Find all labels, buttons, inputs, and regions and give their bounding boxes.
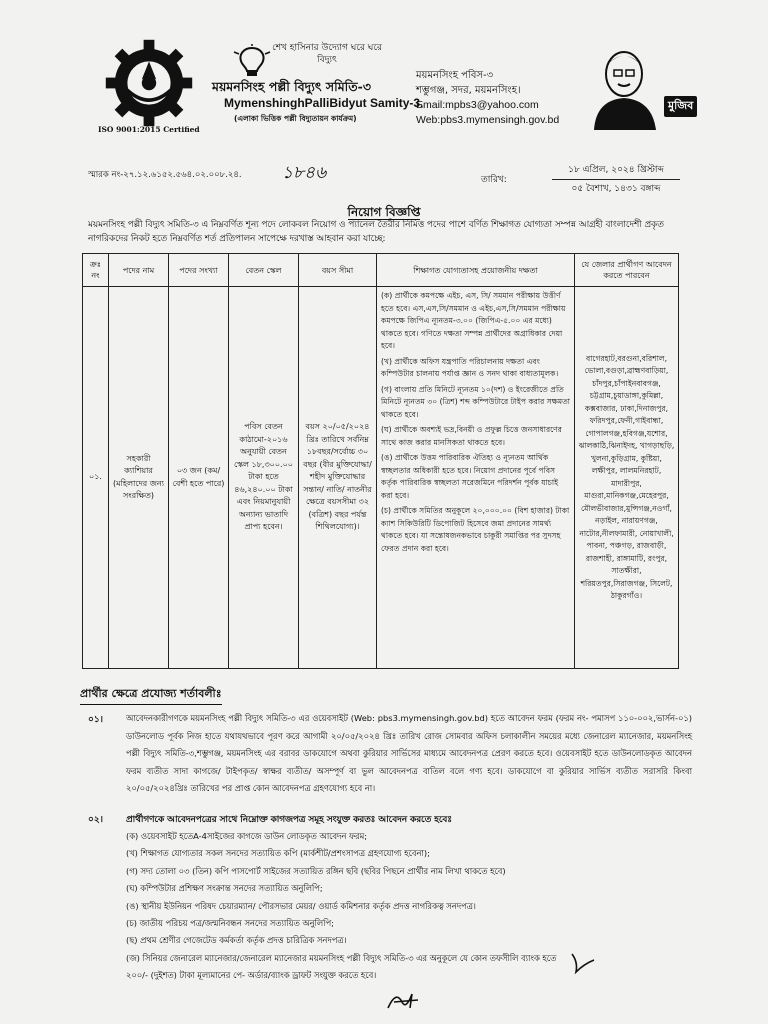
table-row xyxy=(83,287,679,669)
portrait-image xyxy=(584,44,684,130)
organization-name-english: MymenshinghPalliBidyut Samity-3. xyxy=(224,96,424,110)
list-item: (চ) জাতীয় পরিচয় পত্র/জন্মনিবন্ধন সনদের সত্যায়িত অনুলিপি; xyxy=(126,918,334,929)
qualification-item: (খ) প্রার্থীকে অফিস যন্ত্রপাতি পরিচালনায় দক্ষতা এবং কম্পিউটার চালনায় পর্যাপ্ত জ্ঞান ও সনদ থাকা বাধ্যতামূলক। xyxy=(381,356,559,378)
contact-website: Web:pbs3.mymensingh.gov.bd xyxy=(416,114,560,126)
table-header-cell: ক্রঃ নং xyxy=(83,254,109,287)
requirements-table xyxy=(82,253,679,669)
qualifications-cell xyxy=(377,287,575,669)
contact-email: Email:mpbs3@yahoo.com xyxy=(416,99,539,111)
contact-address: শম্ভুগঞ্জ, সদর, ময়মনসিংহ। xyxy=(416,85,521,96)
organization-subtitle: (এলাকা ভিত্তিক পল্লী বিদ্যুতায়ন কার্যক্রম) xyxy=(234,114,357,123)
table-header-cell: যে জেলার প্রার্থীগণ আবেদন করতে পারবেন xyxy=(575,254,679,287)
organization-name-bengali: ময়মনসিংহ পল্লী বিদ্যুৎ সমিতি-৩ xyxy=(212,79,371,94)
age-limit-cell: বয়স ২০/০৫/২০২৪ খ্রিঃ তারিখে সর্বনিম্ন ১৮বছর/সর্বোচ্চ ৩০ বছর (বীর মুক্তিযোদ্ধা/ শহীদ মুক্তিযোদ্ধার সন্তান/ নাতি/ নাতনীর ক্ষেত্রে বয়সসীমা ৩২ (বত্রিশ) বছর পর্যন্ত শিথিলযোগ্য)। xyxy=(299,287,377,669)
post-count-cell: ০৩ জন (কম/বেশী হতে পারে) xyxy=(169,287,229,669)
table-header-cell: পদের নাম xyxy=(109,254,169,287)
list-item: (ছ) প্রথম শ্রেণীর গেজেটেড কর্মকর্তা কর্তৃক প্রদত্ত চারিত্রিক সনদপত্র। xyxy=(126,935,347,946)
post-name-cell: সহকারী ক্যাশিয়ার (মহিলাদের জন্য সংরক্ষিত) xyxy=(109,287,169,669)
condition-2-heading: প্রার্থীগণকে আবেদনপত্রের সাথে নিম্নোক্ত কাগজপত্র সমূহ সংযুক্ত করতঃ আবেদন করতে হবেঃ xyxy=(126,815,452,825)
list-item: (গ) সদ্য তোলা ০৩ (তিন) কপি পাসপোর্ট সাইজের সত্যায়িত রঙ্গিন ছবি (ছবির পিছনে প্রার্থীর নাম লিখা থাকতে হবে) xyxy=(126,865,506,876)
list-item: (জ) সিনিয়র জেনারেল ম্যানেজার/জেনারেল ম্যানেজার ময়মনসিংহ পল্লী বিদ্যুৎ সমিতি-৩ এর অনুকূলে যে কোন তফসীলি ব্যাংক হতে xyxy=(126,952,557,963)
date-gregorian: ১৮ এপ্রিল, ২০২৪ খ্রিস্টাব্দ xyxy=(552,162,680,180)
qualification-item: (ঙ) প্রার্থীকে উত্তম পারিবারিক ঐতিহ্য ও ন্যূনতম আর্থিক স্বচ্ছলতার অধিকারী হতে হবে। নিয়োগ প্রদানের পূর্বে পবিস কর্তৃক পারিবারিক স্বচ্ছলতা সরেজমিনে পরিদর্শন পূর্বক যাচাই করা হবে। xyxy=(381,453,559,500)
condition-1-text: আবেদনকারীগণকে ময়মনসিংহ পল্লী বিদ্যুৎ সমিতি-৩ এর ওয়েবসাইট (Web: pbs3.mymensingh.gov.bd) হতে আবেদন ফরম (ফরম নং- পমাসপ ১১০-০০২,ভার্সন-০১) ডাউনলোড পূর্বক নিজ হাতে যথাযথভাবে পূরণ করে আগামী ২০/০৫/২০২৪ খ্রিঃ তারিখ রোজ সোমবার অফিস চলাকালীন সময়ের মধ্যে জেনারেল ম্যানেজার, ময়মনসিংহ পল্লী বিদ্যুৎ সমিতি-৩,শম্ভুগঞ্জ, ময়মনসিংহ এর বরাবর ডাকযোগে অথবা কুরিয়ার সার্ভিসের মাধ্যমে আবেদনপত্র প্রেরণ করতে হবে। ওয়েবসাইট হতে ডাউনলোডকৃত আবেদন ফরম ব্যতীত সাদা কাগজে/ টাইপকৃত/ স্বাক্ষর ব্যতীত/ অসম্পূর্ণ বা ভুল আবেদনপত্র বাতিল বলে গণ্য হবে। ডাকযোগে বা কুরিয়ার সার্ভিস ব্যতীত সরাসরি কিংবা ২০/০৫/২০২৪খ্রিঃ তারিখের পর প্রাপ্ত কোন আবেদনপত্র গ্রহণযোগ্য হবে না। xyxy=(126,713,692,793)
contact-office: ময়মনসিংহ পবিস-৩ xyxy=(416,70,494,81)
condition-number: ০২। xyxy=(88,815,103,825)
memo-reference: স্মারক নং-২৭.১২.৬১৫২.৫৬৪.০২.০০৮.২৪. xyxy=(88,170,242,180)
portrait-caption: মুজিব xyxy=(664,96,697,117)
required-documents-list xyxy=(126,828,696,985)
pay-scale-cell: পবিস বেতন কাঠামো-২০১৬ অনুযায়ী বেতন স্কেল ১৮,৩০০.০০ টাকা হতে ৪৬,২৪০.০০ টাকা এবং নিয়মানুযায়ী অন্যান্য ভাতাদি প্রাপ্য হবেন। xyxy=(229,287,299,669)
list-item: (ঙ) স্থানীয় ইউনিয়ন পরিষদ চেয়ারম্যান/ পৌরসভার মেয়র/ ওয়ার্ড কমিশনার কর্তৃক প্রদত্ত নাগরিকত্ব সনদপত্র। xyxy=(126,900,476,911)
slogan-text: শেখ হাসিনার উদ্যোগ ঘরে ঘরে বিদ্যুৎ xyxy=(272,43,382,65)
qualification-item: (ক) প্রার্থীকে কমপক্ষে এইচ, এস, সি/ সমমান পরীক্ষায় উত্তীর্ণ হতে হবে। এস,এস,সি/সমমান ও এইচ,এস,সি/সমমান পরীক্ষায় কমপক্ষে জিপিএ ন্যূনতম-৩.০০ (জিপিএ-৫.০০ এর মধ্যে) থাকতে হবে। গণিতে দক্ষতা সম্পন্ন প্রার্থীদের অগ্রাধিকার দেয়া হবে। xyxy=(381,291,566,350)
list-item: (খ) শিক্ষাগত যোগ্যতার সকল সনদের সত্যায়িত কপি (মার্কশীট/প্রশংসাপত্র গ্রহণযোগ্য হবেনা); xyxy=(126,848,430,859)
table-header-cell: পদের সংখ্যা xyxy=(169,254,229,287)
qualification-item: (ঘ) প্রার্থীকে অবশ্যই ভদ্র,বিনয়ী ও প্রফুল্ল চিত্তে জনসাধারণের সাথে কাজ করার মানসিকতা থাকতে হবে। xyxy=(381,425,562,447)
table-header-cell: বেতন স্কেল xyxy=(229,254,299,287)
qualification-item: (চ) প্রার্থীকে সমিতির অনুকূলে ২০,০০০.০০ (বিশ হাজার) টাকা ক্যাশ সিকিউরিটি ডিপোজিট হিসেবে জমা প্রদানের সামর্থ্য থাকতে হবে। যা সন্তোষজনকভাবে চাকুরী সমাপ্তির পর সুদসহ ফেরত প্রদান করা হবে। xyxy=(381,506,570,553)
serial-cell: ০১. xyxy=(83,287,109,669)
table-header-cell: শিক্ষাগত যোগ্যতাসহ প্রয়োজনীয় দক্ষতা xyxy=(377,254,575,287)
iso-certification: ISO 9001:2015 Certified xyxy=(98,125,200,134)
handwritten-check-mark-icon xyxy=(568,950,598,980)
list-item: ২০০/- (দুইশত) টাকা মূল্যমানের পে- অর্ডার/ব্যাংক ড্রাফট সংযুক্ত করতে হবে। xyxy=(126,970,377,981)
contact-block xyxy=(416,68,559,128)
table-header-cell: বয়স সীমা xyxy=(299,254,377,287)
list-item: (ঘ) কম্পিউটার প্রশিক্ষণ সংক্রান্ত সনদের সত্যায়িত অনুলিপি; xyxy=(126,883,323,894)
condition-number: ০১। xyxy=(88,715,103,725)
notice-title-text: নিয়োগ বিজ্ঞপ্তি xyxy=(347,205,421,219)
pbs-gear-logo-icon xyxy=(104,38,194,128)
date-bengali: ০৫ বৈশাখ, ১৪৩১ বঙ্গাব্দ xyxy=(571,184,661,194)
signature-icon xyxy=(384,988,424,1014)
memo-number-handwritten: ১৮৪৬ xyxy=(282,163,327,183)
table-header-row xyxy=(83,254,679,287)
notice-intro: ময়মনসিংহ পল্লী বিদ্যুৎ সমিতি-৩ এ নিম্নবর্ণিত শূন্য পদে লোকবল নিয়োগ ও প্যানেল তৈরীর নিমিত্ত পদের পাশে বর্ণিত শিক্ষাগত যোগ্যতা সম্পন্ন আগ্রহী বাংলাদেশী প্রকৃত নাগরিকদের নিকট হতে নিম্নবর্ণিত শর্ত প্রতিপালন সাপেক্ষে দরখাস্ত আহবান করা যাচ্ছে: xyxy=(88,220,664,244)
conditions-title: প্রার্থীর ক্ষেত্রে প্রযোজ্য শর্তাবলীঃ xyxy=(80,685,222,705)
date-label: তারিখ: xyxy=(481,175,507,185)
eligible-districts-cell: বাগেরহাট,বরগুনা,বরিশাল, ভোলা,বগুড়া,ব্রাহ্মণবাড়িয়া, চাঁদপুর,চাঁপাইনবাবগঞ্জ, চট্টগ্রাম,চুয়াডাঙ্গা,কুমিল্লা, কক্সবাজার, ঢাকা,দিনাজপুর, ফরিদপুর,ফেনী,গাইবান্ধা, গোপালগঞ্জ,হবিগঞ্জ,যশোর, ঝালকাঠি,ঝিনাইদহ, খাগড়াছড়ি, খুলনা,কুড়িগ্রাম, কুষ্টিয়া, লক্ষীপুর, লালমনিরহাট, মাদারীপুর, মাগুরা,মানিকগঞ্জ,মেহেরপুর, মৌলভীবাজার,মুন্সিগঞ্জ,নওগাঁ, নড়াইল, নারায়ণগঞ্জ, নাটোর,নীলফামারী, নোয়াখালী, পাবনা, পঞ্চগড়, রাজবাড়ী, রাজশাহী, রাঙ্গামাটি, রংপুর, সাতক্ষীরা, শরিয়তপুর,সিরাজগঞ্জ, সিলেট, ঠাকুরগাঁও। xyxy=(575,287,679,669)
qualification-item: (গ) বাংলায় প্রতি মিনিটে ন্যূনতম ১০(দশ) ও ইংরেজীতে প্রতি মিনিটে ন্যূনতম ৩০ (ত্রিশ) শব্দ কম্পিউটারে টাইপ করার সক্ষমতা থাকতে হবে। xyxy=(381,384,571,419)
list-item: (ক) ওয়েবসাইট হতেA-4সাইজের কাগজে ডাউন লোডকৃত আবেদন ফরম; xyxy=(126,831,368,841)
lightbulb-icon xyxy=(232,44,272,78)
